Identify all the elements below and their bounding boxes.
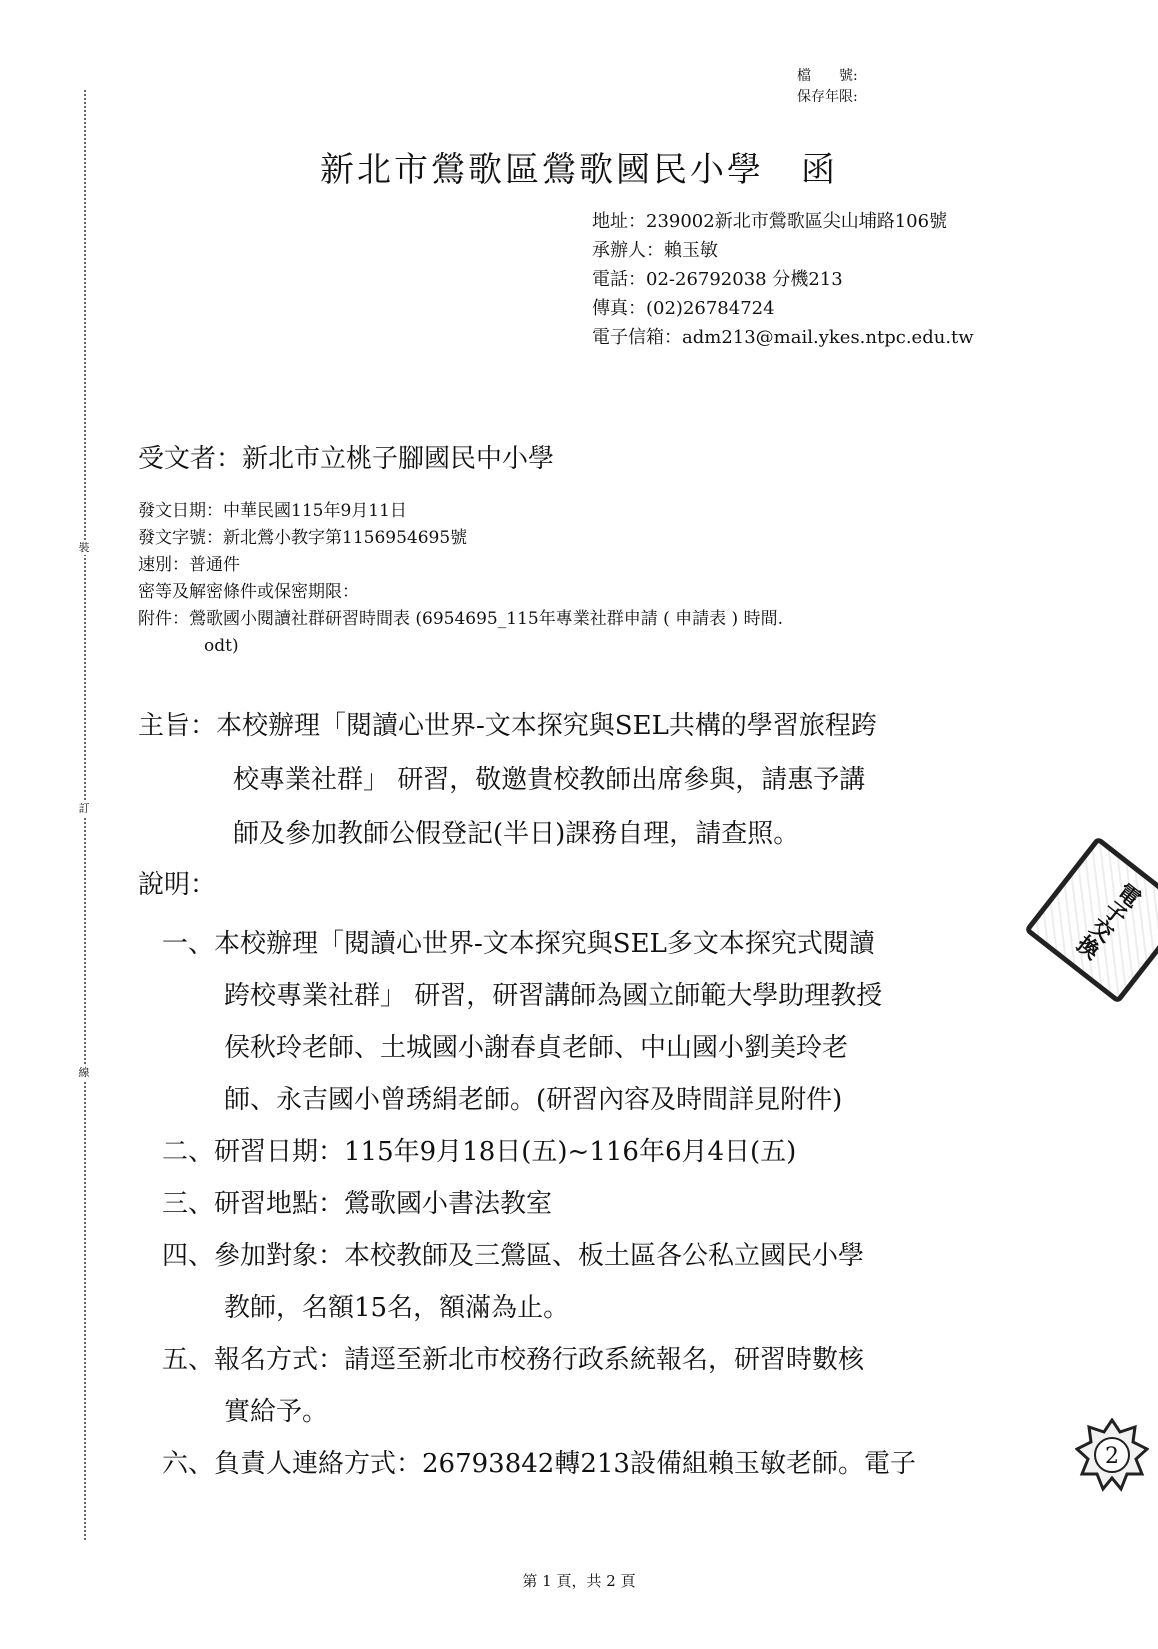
fax-line: 傳真：(02)26784724 bbox=[592, 298, 775, 319]
handler-line: 承辦人：賴玉敏 bbox=[592, 240, 718, 261]
secrecy-level: 密等及解密條件或保密期限： bbox=[138, 582, 359, 602]
explanation-heading: 說明： bbox=[138, 870, 217, 900]
subject-line-1: 主旨：本校辦理「閱讀心世界-文本探究與SEL共構的學習旅程跨 bbox=[138, 711, 877, 741]
binding-mark-zhuang: 裝 bbox=[74, 541, 94, 555]
contact-block bbox=[592, 207, 1012, 352]
document-title: 新北市鶯歌區鶯歌國民小學 函 bbox=[320, 150, 838, 190]
electronic-exchange-stamp bbox=[1024, 836, 1158, 1004]
delivery-speed: 速別：普通件 bbox=[138, 555, 240, 575]
list-item bbox=[162, 1126, 916, 1178]
recipient-line: 受文者：新北市立桃子腳國民中小學 bbox=[138, 444, 555, 474]
issue-date: 發文日期：中華民國115年9月11日 bbox=[138, 501, 407, 521]
item-1-line-4: 師、永吉國小曾琇絹老師。(研習內容及時間詳見附件) bbox=[224, 1085, 843, 1115]
attachment-line[interactable]: 附件：鶯歌國小閱讀社群研習時間表 (6954695_115年專業社群申請 ( 申請表 ) 時間. bbox=[138, 609, 783, 629]
email-line: 電子信箱：adm213@mail.ykes.ntpc.edu.tw bbox=[592, 327, 974, 348]
archive-info bbox=[797, 66, 858, 108]
stamp-text: 電子交換 bbox=[1070, 877, 1146, 963]
phone-line: 電話：02-26792038 分機213 bbox=[592, 269, 843, 290]
item-4-line-2: 教師，名額15名，額滿為止。 bbox=[224, 1293, 570, 1323]
item-5-line-2: 實給予。 bbox=[224, 1397, 329, 1427]
item-1-line-1: 一、本校辦理「閱讀心世界-文本探究與SEL多文本探究式閱讀 bbox=[162, 929, 875, 959]
page-seal-stamp bbox=[1075, 1418, 1149, 1492]
file-number-label: 檔 號: bbox=[797, 68, 858, 84]
item-3-line-1: 三、研習地點：鶯歌國小書法教室 bbox=[162, 1189, 553, 1219]
seal-number: 2 bbox=[1105, 1444, 1119, 1469]
list-item bbox=[162, 1178, 916, 1230]
item-6-line-1: 六、負責人連絡方式：26793842轉213設備組賴玉敏老師。電子 bbox=[162, 1449, 916, 1479]
retention-period-label: 保存年限: bbox=[797, 89, 858, 105]
attachment-line-cont[interactable]: odt) bbox=[204, 636, 239, 656]
subject-block bbox=[138, 699, 877, 861]
item-5-line-1: 五、報名方式：請逕至新北市校務行政系統報名，研習時數核 bbox=[162, 1345, 865, 1375]
address-line: 地址：239002新北市鶯歌區尖山埔路106號 bbox=[592, 211, 948, 232]
list-item bbox=[162, 1438, 916, 1490]
binding-mark-xian: 線 bbox=[74, 1066, 94, 1080]
item-4-line-1: 四、參加對象：本校教師及三鶯區、板土區各公私立國民小學 bbox=[162, 1241, 865, 1271]
list-item bbox=[162, 1334, 916, 1438]
binding-mark-ding: 訂 bbox=[74, 802, 94, 816]
item-1-line-2: 跨校專業社群」 研習，研習講師為國立師範大學助理教授 bbox=[224, 981, 883, 1011]
explanation-items bbox=[162, 918, 916, 1490]
list-item bbox=[162, 1230, 916, 1334]
document-meta bbox=[138, 498, 783, 660]
seal-icon bbox=[1075, 1418, 1149, 1492]
item-2-line-1: 二、研習日期：115年9月18日(五)~116年6月4日(五) bbox=[162, 1137, 797, 1167]
subject-line-3: 師及參加教師公假登記(半日)課務自理，請查照。 bbox=[233, 819, 800, 849]
subject-line-2: 校專業社群」 研習，敬邀貴校教師出席參與，請惠予講 bbox=[233, 765, 866, 795]
document-number: 發文字號：新北鶯小教字第1156954695號 bbox=[138, 528, 468, 548]
page-footer: 第 1 頁，共 2 頁 bbox=[522, 1572, 636, 1590]
list-item bbox=[162, 918, 916, 1126]
item-1-line-3: 侯秋玲老師、土城國小謝春貞老師、中山國小劉美玲老 bbox=[224, 1033, 849, 1063]
